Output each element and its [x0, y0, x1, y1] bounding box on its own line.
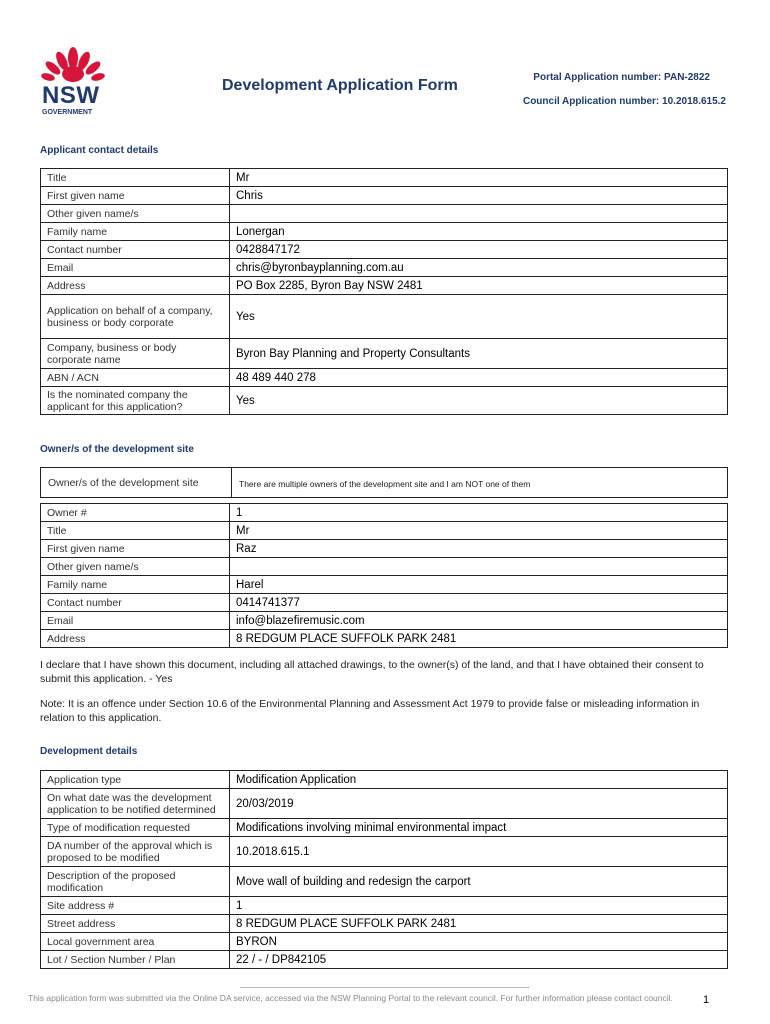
table-row — [41, 771, 728, 789]
row-value — [230, 205, 728, 223]
row-label: Contact number — [41, 594, 230, 612]
row-label: Lot / Section Number / Plan — [41, 951, 230, 969]
row-label: Other given name/s — [41, 558, 230, 576]
table-row — [41, 187, 728, 205]
row-value: Harel — [230, 576, 728, 594]
table-row — [41, 789, 728, 819]
portal-application-number: Portal Application number: PAN-2822 — [533, 72, 710, 83]
table-row — [41, 387, 728, 415]
table-row — [41, 522, 728, 540]
row-label: ABN / ACN — [41, 369, 230, 387]
row-value: Mr — [230, 169, 728, 187]
table-row — [41, 259, 728, 277]
applicant-table — [40, 168, 728, 415]
row-label: Site address # — [41, 897, 230, 915]
row-label: Title — [41, 522, 230, 540]
owner-consent-declaration: I declare that I have shown this document, including all attached drawings, to the owner(s) of the land, and that I have obtained their consent to submit this application. - Yes — [40, 659, 704, 685]
council-application-number: Council Application number: 10.2018.615.2 — [522, 96, 726, 107]
table-row — [41, 558, 728, 576]
table-row — [41, 295, 728, 339]
row-label: Address — [41, 277, 230, 295]
row-label: Application on behalf of a company, business or body corporate — [41, 295, 230, 339]
table-row — [41, 630, 728, 648]
owners-section-heading: Owner/s of the development site — [40, 444, 194, 455]
table-row — [41, 277, 728, 295]
owner-site-value: There are multiple owners of the development site and I am NOT one of them — [231, 468, 727, 497]
row-value: Modification Application — [230, 771, 728, 789]
row-value: PO Box 2285, Byron Bay NSW 2481 — [230, 277, 728, 295]
row-label: Address — [41, 630, 230, 648]
row-value: 1 — [230, 504, 728, 522]
row-label: Title — [41, 169, 230, 187]
table-row — [41, 205, 728, 223]
row-value: Chris — [230, 187, 728, 205]
row-value: 0428847172 — [230, 241, 728, 259]
row-label: Application type — [41, 771, 230, 789]
row-value: 20/03/2019 — [230, 789, 728, 819]
row-label: Email — [41, 612, 230, 630]
table-row — [41, 897, 728, 915]
row-value: Byron Bay Planning and Property Consultants — [230, 339, 728, 369]
row-label: DA number of the approval which is proposed to be modified — [41, 837, 230, 867]
table-row — [41, 241, 728, 259]
row-label: Family name — [41, 223, 230, 241]
table-row — [41, 819, 728, 837]
row-label: Type of modification requested — [41, 819, 230, 837]
row-value: 8 REDGUM PLACE SUFFOLK PARK 2481 — [230, 915, 728, 933]
row-value: Lonergan — [230, 223, 728, 241]
row-value: 8 REDGUM PLACE SUFFOLK PARK 2481 — [230, 630, 728, 648]
row-label: Is the nominated company the applicant for this application? — [41, 387, 230, 415]
row-value: 22 / - / DP842105 — [230, 951, 728, 969]
row-value: 0414741377 — [230, 594, 728, 612]
row-value: Modifications involving minimal environmental impact — [230, 819, 728, 837]
row-value: Raz — [230, 540, 728, 558]
table-row — [41, 169, 728, 187]
row-label: Local government area — [41, 933, 230, 951]
table-row — [41, 594, 728, 612]
table-row — [41, 933, 728, 951]
row-label: Email — [41, 259, 230, 277]
row-value: BYRON — [230, 933, 728, 951]
owner-site-row — [40, 467, 728, 498]
row-value: 48 489 440 278 — [230, 369, 728, 387]
logo-text: NSW — [42, 82, 100, 109]
row-label: Street address — [41, 915, 230, 933]
owner-site-label: Owner/s of the development site — [48, 477, 199, 489]
table-row — [41, 612, 728, 630]
table-row — [41, 369, 728, 387]
table-row — [41, 339, 728, 369]
row-label: Company, business or body corporate name — [41, 339, 230, 369]
row-label: Other given name/s — [41, 205, 230, 223]
development-table — [40, 770, 728, 969]
row-value: Yes — [230, 295, 728, 339]
development-section-heading: Development details — [40, 746, 138, 757]
row-value: Yes — [230, 387, 728, 415]
table-row — [41, 504, 728, 522]
row-value: 1 — [230, 897, 728, 915]
applicant-section-heading: Applicant contact details — [40, 145, 159, 156]
table-row — [41, 867, 728, 897]
footer-text: This application form was submitted via the Online DA service, accessed via the NSW Planning Portal to the relevant council. For further information please contact council. — [28, 993, 673, 1003]
offence-note: Note: It is an offence under Section 10.6 of the Environmental Planning and Assessment Act 1979 to provide false or misleading information in relation to this application. — [40, 698, 700, 724]
row-value: 10.2018.615.1 — [230, 837, 728, 867]
row-value: Move wall of building and redesign the carport — [230, 867, 728, 897]
table-row — [41, 951, 728, 969]
row-label: First given name — [41, 540, 230, 558]
table-row — [41, 540, 728, 558]
owner-table — [40, 503, 728, 648]
row-value: chris@byronbayplanning.com.au — [230, 259, 728, 277]
table-row — [41, 223, 728, 241]
logo-subtext: GOVERNMENT — [42, 109, 93, 116]
nsw-government-logo — [40, 44, 106, 118]
footer-divider — [240, 987, 530, 988]
row-label: Owner # — [41, 504, 230, 522]
row-label: Family name — [41, 576, 230, 594]
form-title: Development Application Form — [222, 77, 458, 94]
row-value: info@blazefiremusic.com — [230, 612, 728, 630]
row-value — [230, 558, 728, 576]
row-label: On what date was the development application to be notified determined — [41, 789, 230, 819]
table-row — [41, 837, 728, 867]
row-label: First given name — [41, 187, 230, 205]
table-row — [41, 576, 728, 594]
table-row — [41, 915, 728, 933]
row-value: Mr — [230, 522, 728, 540]
row-label: Contact number — [41, 241, 230, 259]
page-number: 1 — [703, 994, 710, 1006]
row-label: Description of the proposed modification — [41, 867, 230, 897]
